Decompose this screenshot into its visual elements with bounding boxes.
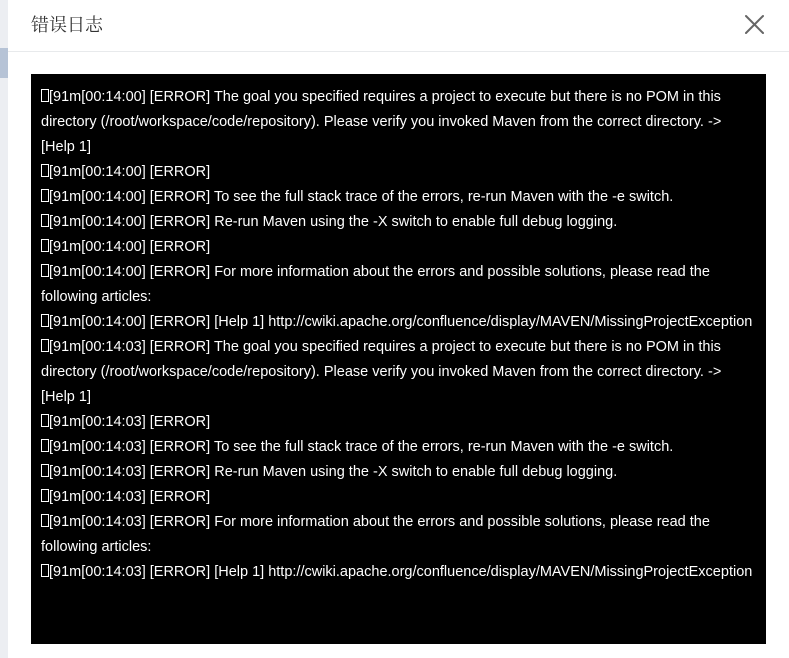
log-line xyxy=(41,185,756,210)
log-line-text: For more information about the errors and possible solutions, please read the following articles: xyxy=(41,264,710,305)
log-line-prefix: [91m[00:14:03] [ERROR] xyxy=(49,489,211,505)
log-line-prefix: [91m[00:14:00] [ERROR] xyxy=(49,314,215,330)
close-button[interactable] xyxy=(742,12,768,38)
escape-char-glyph xyxy=(41,164,49,177)
escape-char-glyph xyxy=(41,489,49,502)
log-line xyxy=(41,310,756,335)
escape-char-glyph xyxy=(41,339,49,352)
escape-char-glyph xyxy=(41,564,49,577)
log-line xyxy=(41,335,756,410)
background-accent xyxy=(0,48,8,78)
escape-char-glyph xyxy=(41,89,49,102)
close-icon xyxy=(742,12,768,38)
log-line xyxy=(41,410,756,435)
log-line xyxy=(41,510,756,560)
log-line-text: Re-run Maven using the -X switch to enable full debug logging. xyxy=(214,464,618,480)
log-line xyxy=(41,260,756,310)
escape-char-glyph xyxy=(41,189,49,202)
log-line-prefix: [91m[00:14:00] [ERROR] xyxy=(49,89,214,105)
log-line-text: To see the full stack trace of the errors, re-run Maven with the -e switch. xyxy=(213,439,674,455)
log-line-prefix: [91m[00:14:03] [ERROR] xyxy=(49,464,215,480)
log-line-text: Re-run Maven using the -X switch to enable full debug logging. xyxy=(214,214,618,230)
log-line-text: The goal you specified requires a project to execute but there is no POM in this directory (/root/workspace/code/repository). Please verify you invoked Maven from the correct directory. -> [Help 1] xyxy=(41,89,722,155)
escape-char-glyph xyxy=(41,464,49,477)
log-output[interactable] xyxy=(31,74,766,644)
log-line-prefix: [91m[00:14:00] [ERROR] xyxy=(49,239,211,255)
log-line-text: For more information about the errors and possible solutions, please read the following articles: xyxy=(41,514,710,555)
background-strip xyxy=(0,0,8,658)
log-line xyxy=(41,435,756,460)
escape-char-glyph xyxy=(41,314,49,327)
log-line-text: The goal you specified requires a project to execute but there is no POM in this directory (/root/workspace/code/repository). Please verify you invoked Maven from the correct directory. -> [Help 1] xyxy=(41,339,722,405)
log-line xyxy=(41,560,756,585)
log-line-text: [Help 1] http://cwiki.apache.org/confluence/display/MAVEN/MissingProjectException xyxy=(214,314,753,330)
log-line-prefix: [91m[00:14:00] [ERROR] xyxy=(49,189,214,205)
escape-char-glyph xyxy=(41,264,49,277)
dialog-header xyxy=(8,0,789,52)
escape-char-glyph xyxy=(41,414,49,427)
log-line-text: To see the full stack trace of the errors, re-run Maven with the -e switch. xyxy=(213,189,674,205)
log-line xyxy=(41,460,756,485)
log-line-prefix: [91m[00:14:00] [ERROR] xyxy=(49,264,215,280)
log-line xyxy=(41,235,756,260)
log-line-prefix: [91m[00:14:03] [ERROR] xyxy=(49,439,214,455)
log-line-prefix: [91m[00:14:00] [ERROR] xyxy=(49,164,211,180)
log-line-prefix: [91m[00:14:03] [ERROR] xyxy=(49,564,215,580)
dialog-title: 错误日志 xyxy=(31,15,103,36)
log-line xyxy=(41,160,756,185)
log-line-prefix: [91m[00:14:03] [ERROR] xyxy=(49,414,211,430)
log-line-text: [Help 1] http://cwiki.apache.org/confluence/display/MAVEN/MissingProjectException xyxy=(214,564,753,580)
log-line xyxy=(41,85,756,160)
escape-char-glyph xyxy=(41,514,49,527)
log-line-prefix: [91m[00:14:03] [ERROR] xyxy=(49,339,214,355)
error-log-dialog xyxy=(8,0,789,658)
escape-char-glyph xyxy=(41,239,49,252)
log-line xyxy=(41,485,756,510)
log-line-prefix: [91m[00:14:00] [ERROR] xyxy=(49,214,215,230)
escape-char-glyph xyxy=(41,439,49,452)
log-line-prefix: [91m[00:14:03] [ERROR] xyxy=(49,514,215,530)
log-line xyxy=(41,210,756,235)
escape-char-glyph xyxy=(41,214,49,227)
